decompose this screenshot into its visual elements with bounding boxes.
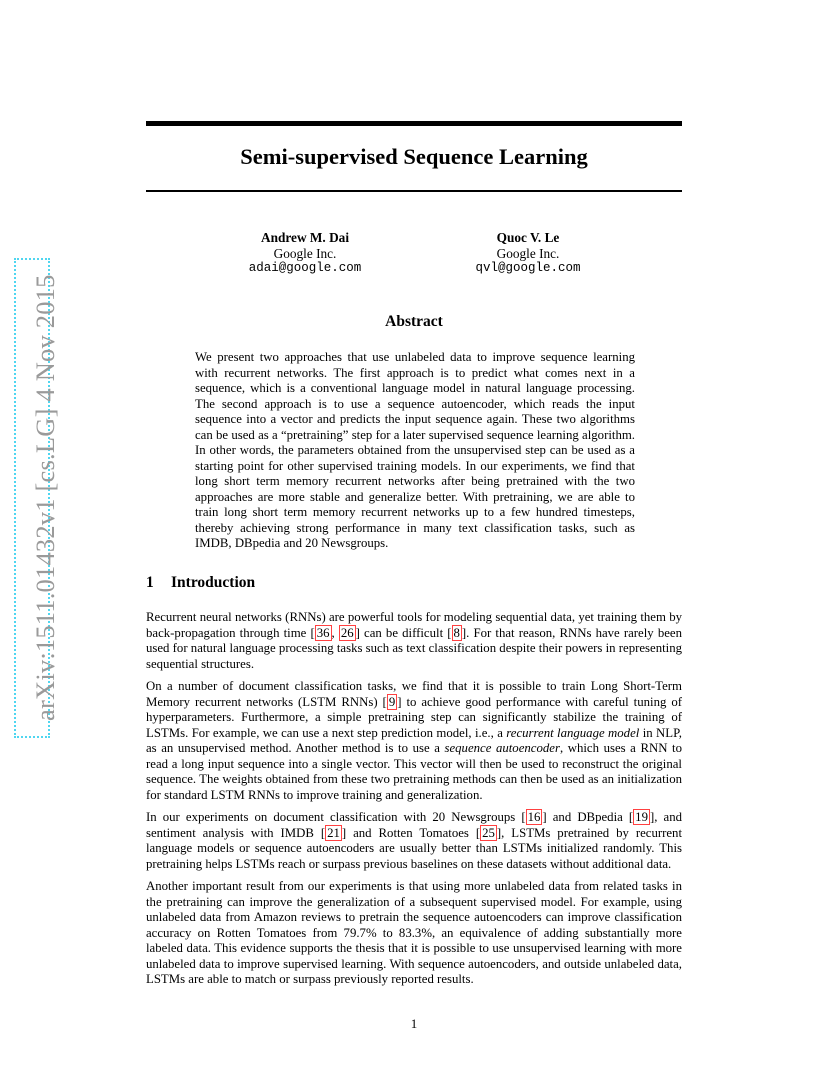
author-name: Quoc V. Le <box>496 230 560 245</box>
arxiv-identifier[interactable]: arXiv:1511.01432v1 [cs.LG] 4 Nov 2015 <box>30 274 60 721</box>
paragraph <box>146 810 682 872</box>
text-run: ] to achieve good performance with careful tuning of hyperparameters. Furthermore, a simple pretraining step can significantly stabilize the training of LSTMs. For example, we can use a next step prediction model, i.e., a <box>146 694 682 740</box>
text-run: ] and Rotten Tomatoes [ <box>341 825 481 840</box>
citation-link[interactable]: 19 <box>635 810 648 824</box>
citation-link[interactable]: 25 <box>482 825 495 840</box>
author-block <box>205 230 405 277</box>
author-name: Andrew M. Dai <box>260 230 350 245</box>
text-run: , <box>331 625 339 640</box>
author-affiliation: Google Inc. <box>496 245 560 261</box>
citation-link[interactable]: 9 <box>388 694 396 709</box>
citation-link[interactable]: 21 <box>327 825 340 840</box>
citation-link[interactable]: 26 <box>340 625 354 640</box>
text-run: On a number of document classification tasks, we find that it is possible to train Long Short-Term Memory recurrent networks (LSTM RNNs) [ <box>146 679 682 709</box>
emphasis-text: sequence autoencoder <box>444 741 560 755</box>
text-run: in NLP, as an unsupervised method. Another method is to use a <box>146 725 683 755</box>
emphasis-text: recurrent language model <box>506 725 640 740</box>
abstract-heading: Abstract <box>385 313 443 330</box>
title-bottom-rule <box>146 190 682 192</box>
text-run: ]. For that reason, RNNs have rarely been used for natural language processing tasks such as text classification despite their powers in representing sequential structures. <box>146 625 682 671</box>
arxiv-side-stamp <box>10 258 60 736</box>
section-title: Introduction <box>171 574 256 591</box>
introduction-body <box>146 610 682 995</box>
text-run: In our experiments on document classification with 20 Newsgroups [ <box>146 810 526 824</box>
citation-link[interactable]: 36 <box>316 625 330 640</box>
section-number: 1 <box>146 574 154 591</box>
author-affiliation: Google Inc. <box>273 245 337 261</box>
text-run: ], and sentiment analysis with IMDB [ <box>146 810 682 840</box>
author-email: adai@google.com <box>248 261 362 276</box>
paragraph <box>146 610 682 672</box>
author-block <box>428 230 628 277</box>
title-top-rule <box>146 121 682 126</box>
paragraph <box>146 679 682 803</box>
text-run: ], LSTMs pretrained by recurrent language models or sequence autoencoders are usually better than LSTMs initialized randomly. This pretraining helps LSTMs reach or surpass previous baselines on these datasets without additional data. <box>146 825 683 871</box>
citation-link[interactable]: 8 <box>453 625 460 640</box>
section-heading <box>146 574 255 592</box>
text-run: , which uses a RNN to read a long input sequence into a single vector. This vector will then be used to reconstruct the original sequence. The weights obtained from these two pretraining methods can then be used as an initialization for standard LSTM RNNs to improve training and generalization. <box>146 741 682 802</box>
text-run: Recurrent neural networks (RNNs) are powerful tools for modeling sequential data, yet training them by back-propagation through time [ <box>146 610 682 640</box>
paragraph: Another important result from our experiments is that using more unlabeled data from related tasks in the pretraining can improve the generalization of a subsequent supervised model. For example, using unlabeled data from Amazon reviews to pretrain the sequence autoencoders can improve classification accuracy on Rotten Tomatoes from 79.7% to 83.3%, an equivalence of adding substantially more labeled data. This evidence supports the thesis that it is possible to use unsupervised learning with more unlabeled data to improve supervised learning. With sequence autoencoders, and outside unlabeled data, LSTMs are able to match or surpass previously reported results. <box>146 879 682 986</box>
author-email: qvl@google.com <box>475 261 581 276</box>
paper-title: Semi-supervised Sequence Learning <box>240 144 588 169</box>
text-run: ] can be difficult [ <box>355 625 452 640</box>
text-run: ] and DBpedia [ <box>542 810 634 824</box>
abstract-text: We present two approaches that use unlabeled data to improve sequence learning with recurrent networks. The first approach is to predict what comes next in a sequence, which is a conventional language model in natural language processing. The second approach is to use a sequence autoencoder, which reads the input sequence into a vector and predicts the input sequence again. These two algorithms can be used as a “pretraining” step for a later supervised sequence learning algorithm. In other words, the parameters obtained from the unsupervised step can be used as a starting point for other supervised training models. In our experiments, we find that long short term memory recurrent networks after being pretrained with the two approaches are more stable and generalize better. With pretraining, we are able to train long short term memory recurrent networks up to a few hundred timesteps, thereby achieving strong performance in many text classification tasks, such as IMDB, DBpedia and 20 Newsgroups. <box>195 350 635 550</box>
citation-link[interactable]: 16 <box>527 810 541 824</box>
page-number: 1 <box>410 1016 418 1031</box>
